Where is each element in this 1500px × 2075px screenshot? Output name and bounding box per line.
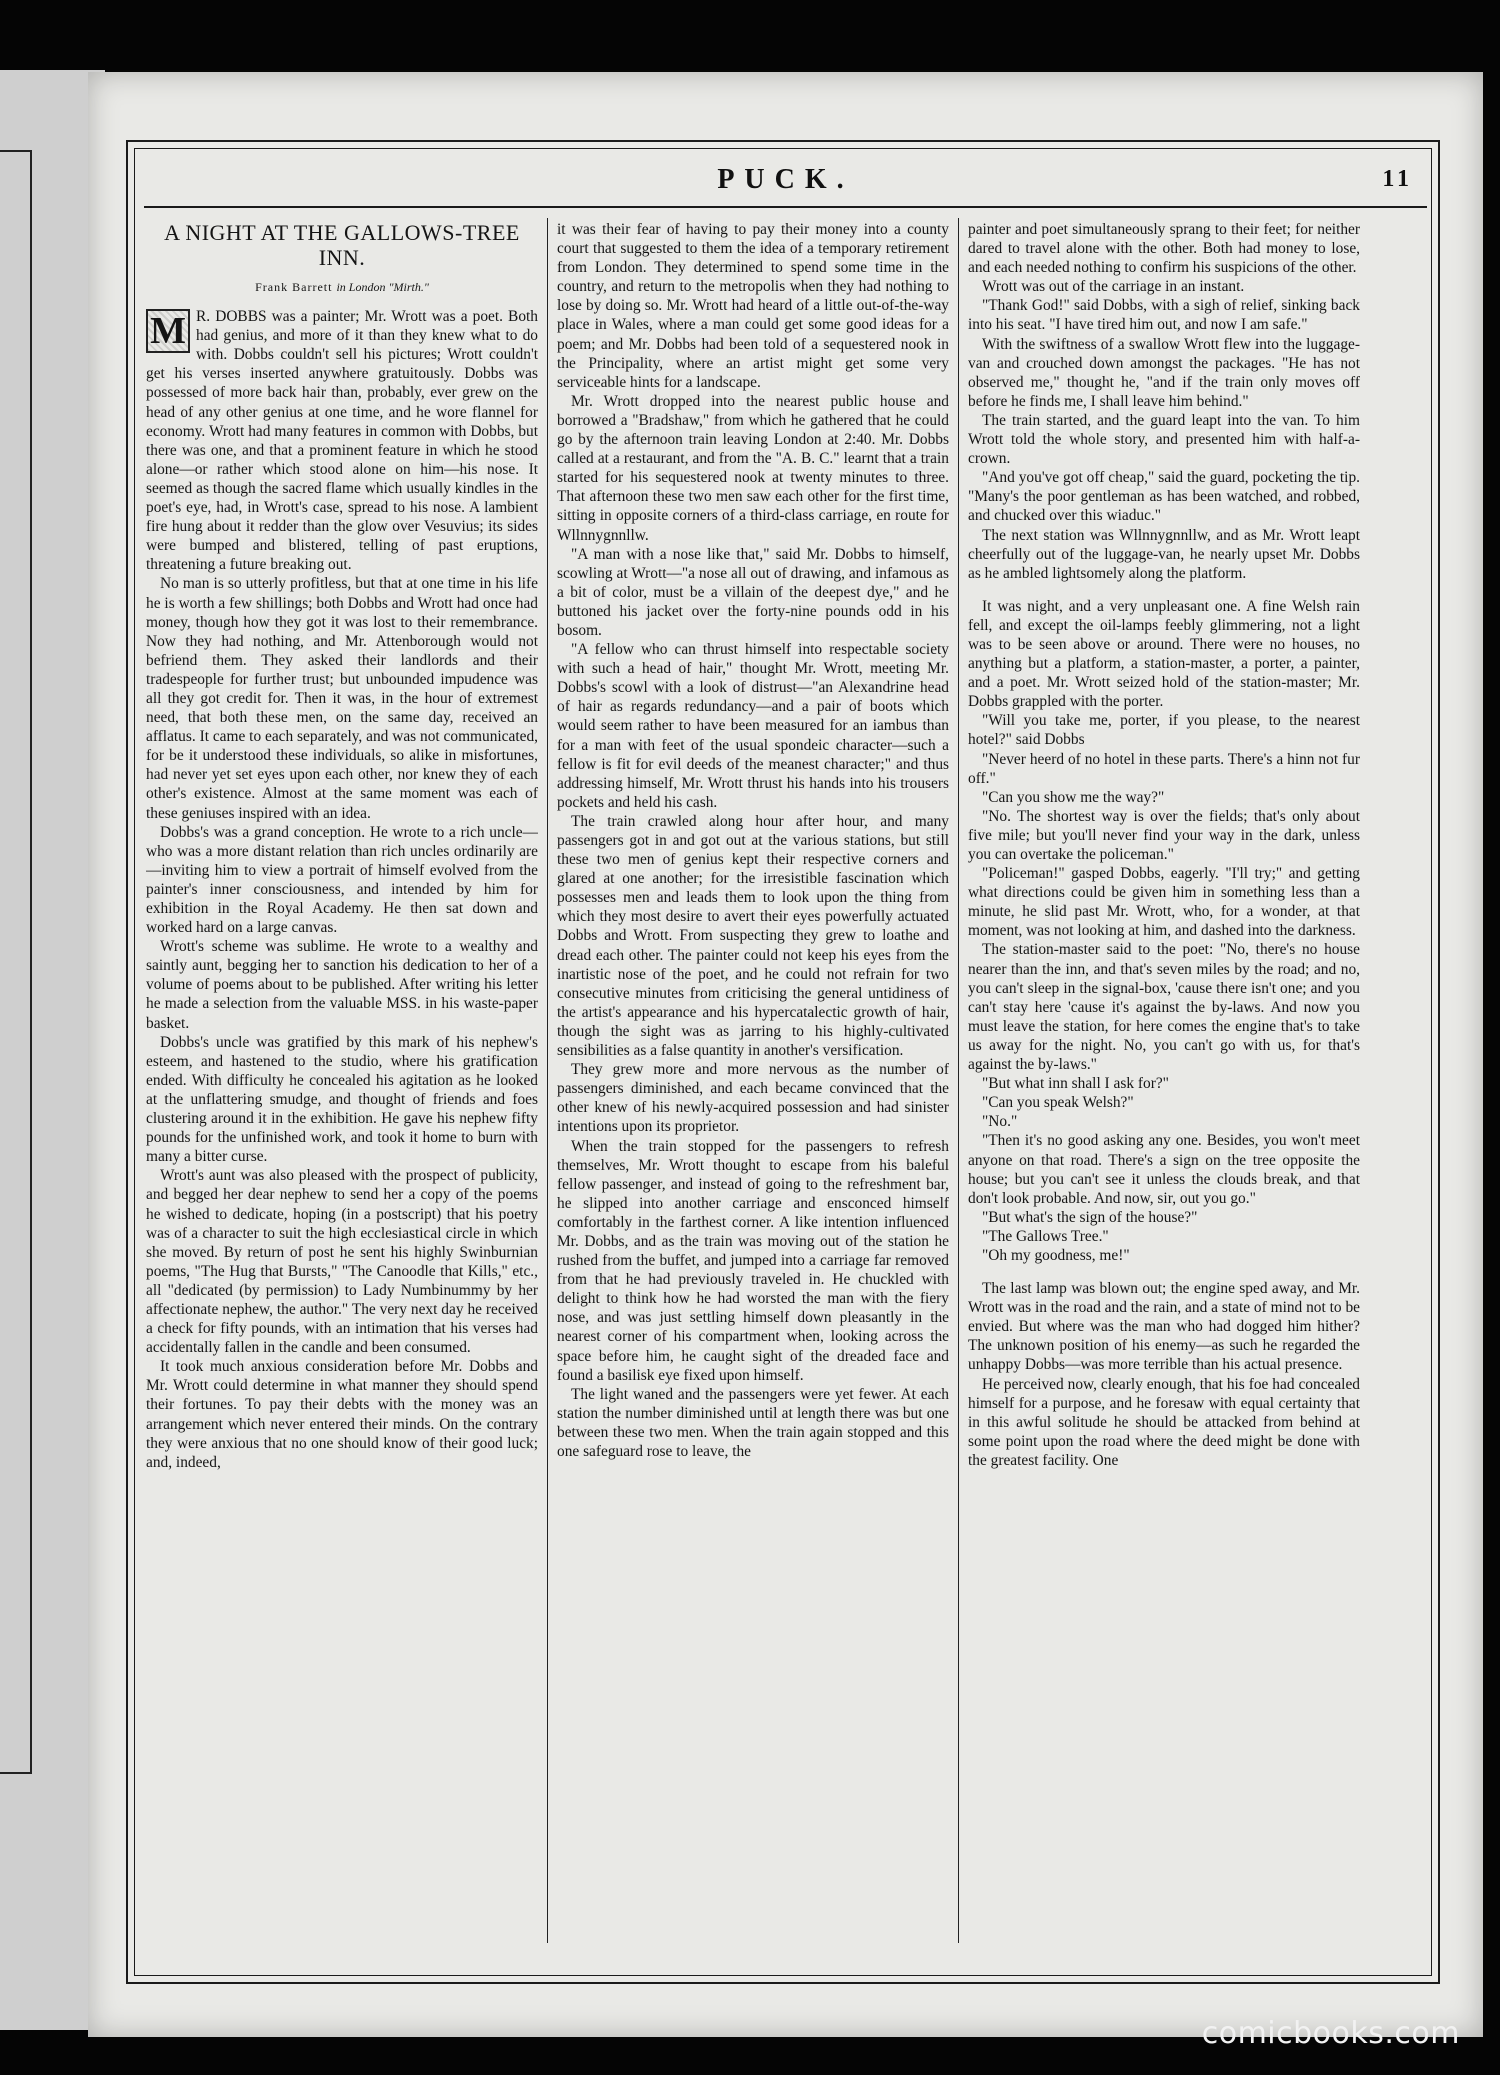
paragraph: "And you've got off cheap," said the guard, pocketing the tip. "Many's the poor gentleman as has been watched, and robbed, and chucked over this wiaduc." [968, 469, 1360, 525]
paragraph: "Then it's no good asking any one. Besides, you won't meet anyone on that road. There's a sign on the tree opposite the house; but you can't see it unless the clouds break, and that don't look probable. And now, sir, out you go." [968, 1132, 1360, 1207]
paragraph: it was their fear of having to pay their money into a county court that suggested to them the idea of a temporary retirement from London. They determined to spend some time in the country, and return to the metropolis when they had nothing to lose by doing so. Mr. Wrott had heard of a little out-of-the-way place in Wales, where a man could get some good ideas for a poem; and Mr. Dobbs had been told of a sequestered nook in the Principality, where an artist might get some very serviceable hints for a landscape. [557, 221, 949, 391]
paragraph: "Policeman!" gasped Dobbs, eagerly. "I'll try;" and getting what directions could be given him in something less than a minute, he slid past Mr. Wrott, who, for a wonder, at that moment, was not looking at him, and dashed into the darkness. [968, 865, 1360, 940]
story-title: A NIGHT AT THE GALLOWS-TREE INN. [164, 220, 520, 270]
paragraph: It took much anxious consideration before Mr. Dobbs and Mr. Wrott could determine in what manner they should spend their fortunes. To pay their debts with the money was an arrangement which never entered their minds. On the contrary they were anxious that no one should know of their good luck; and, indeed, [146, 1358, 538, 1471]
paragraph: "But what inn shall I ask for?" [982, 1075, 1169, 1093]
paragraph: "No." [982, 1113, 1018, 1131]
paragraph: He perceived now, clearly enough, that his foe had concealed himself for a purpose, and he foresaw with equal certainty that in this awful solitude he should be attacked from behind at some point upon the road where the deed might be done with the greatest facility. One [968, 1375, 1360, 1469]
paragraph: Dobbs's uncle was gratified by this mark of his nephew's esteem, and hastened to the studio, where his gratification ended. With difficulty he concealed his agitation as he looked at the unflattering smudge, and thought of friends and foes clustering around it in the exhibition. He gave his nephew fifty pounds for the unfinished work, and took it home to burn with many a bitter curse. [146, 1033, 538, 1166]
paragraph: They grew more and more nervous as the number of passengers diminished, and each became convinced that the other knew of his newly-acquired possession and had sinister intentions upon its proprietor. [557, 1061, 949, 1136]
paragraph: "Can you speak Welsh?" [982, 1094, 1134, 1112]
paragraph: "No. The shortest way is over the fields; that's only about five mile; but you'll never find your way in the dark, unless you can overtake the policeman." [968, 807, 1360, 863]
paragraph: "A man with a nose like that," said Mr. Dobbs to himself, scowling at Wrott—"a nose all out of drawing, and infamous as a bit of color, must be a villain of the deepest dye," and he buttoned his jacket over the forty-nine pounds odd in his bosom. [557, 545, 949, 639]
paragraph: When the train stopped for the passengers to refresh themselves, Mr. Wrott thought to escape from his baleful fellow passenger, and instead of going to the refreshment bar, he slipped into another carriage and ensconced himself comfortably in the farthest corner. A like intention influenced Mr. Dobbs, and as the train was moving out of the station he rushed from the buffet, and jumped into a carriage far removed from that he had previously traveled in. He chuckled with delight to think how he had worsted the man with the fiery nose, and was just settling himself down pleasantly in the nearest corner of his compartment when, looking across the space before him, he caught sight of the dreaded face and found a basilisk eye fixed upon himself. [557, 1137, 949, 1384]
paragraph: "Oh my goodness, me!" [982, 1246, 1130, 1264]
paragraph: No man is so utterly profitless, but that at one time in his life he is worth a few shillings; both Dobbs and Wrott had once had money, though how they got it was lost to their remembrance. Now they had nothing, and Mr. Attenborough would not befriend them. They asked their landlords and their tradespeople for further trust; but unbounded impudence was all they got credit for. Then it was, in the hour of extremest need, that both these men, on the same day, received an afflatus. It came to each separately, and was not communicated, for be it understood these individuals, so alike in misfortunes, had never yet set eyes upon each other, nor knew they of each other's existence. Almost at the same moment was each of these geniuses inspired with an idea. [146, 575, 538, 822]
magazine-page [88, 72, 1483, 2037]
paragraph: The station-master said to the poet: "No, there's no house nearer than the inn, and that's seven miles by the road; and no, you can't sleep in the signal-box, 'cause there isn't one; and you can't stay here 'cause it's against the by-laws. And now you must leave the station, for here comes the engine that's to take us away for the night. No, you can't go with us, for that's against the by-laws." [968, 941, 1360, 1074]
column-divider-1 [547, 218, 548, 1943]
paragraph: Wrott's aunt was also pleased with the prospect of publicity, and begged her dear nephew to send her a copy of the poems he wished to dedicate, hoping (in a postscript) that his poetry was of a character to suit the high ecclesiastical circle in which she moved. By return of post he sent his highly Swinburnian poems, "The Hug that Bursts," "The Canoodle that Kills," etc., all "dedicated (by permission) to Lady Numbinummy by her affectionate nephew, the author." The very next day he received a check for fifty pounds, with an intimation that his verses had accidentally fallen in the candle and been consumed. [146, 1167, 538, 1357]
paragraph: "Thank God!" said Dobbs, with a sigh of relief, sinking back into his seat. "I have tired him out, and now I am safe." [968, 297, 1360, 334]
paragraph: "The Gallows Tree." [982, 1227, 1109, 1245]
previous-page-border [0, 150, 32, 1774]
paragraph: The next station was Wllnnygnnllw, and as Mr. Wrott leapt cheerfully out of the luggage-van, he nearly upset Mr. Dobbs as he ambled lightsomely along the platform. [968, 526, 1360, 582]
paragraph: "A fellow who can thrust himself into respectable society with such a head of hair," thought Mr. Wrott, meeting Mr. Dobbs's scowl with a look of distrust—"an Alexandrine head of hair as regards redundancy—and a pair of boots which would seem rather to have been measured for an iambus than for a man with feet of the usual spondeic character—such a fellow is fit for evil deeds of the meanest character;" and thus addressing himself, Mr. Wrott thrust his hands into his trousers pockets and held his cash. [557, 641, 949, 811]
paragraph: Mr. Wrott dropped into the nearest public house and borrowed a "Bradshaw," from which he gathered that he could go by the afternoon train leaving London at 2:40. Mr. Dobbs called at a restaurant, and from the "A. B. C." learnt that a train started for his sequestered nook at twenty minutes to three. That afternoon these two men saw each other for the first time, sitting in opposite corners of a third-class carriage, en route for Wllnnygnnllw. [557, 392, 949, 544]
paragraph: Dobbs's was a grand conception. He wrote to a rich uncle—who was a more distant relation than rich uncles ordinarily are—inviting him to view a portrait of himself evolved from the painter's inner consciousness, and intended by him for exhibition in the Royal Academy. He then sat down and worked hard on a large canvas. [146, 823, 538, 937]
dropcap-letter: M [146, 309, 190, 353]
paragraph: "Will you take me, porter, if you please, to the nearest hotel?" said Dobbs [968, 712, 1360, 749]
byline-source: in London "Mirth." [336, 280, 429, 294]
paragraph: "Never heerd of no hotel in these parts. There's a hinn not fur off." [968, 750, 1360, 787]
header-rule [144, 206, 1427, 208]
site-watermark: comicbooks.com [1201, 2016, 1460, 2051]
article-column-3 [968, 220, 1360, 1940]
column-divider-2 [958, 218, 959, 1943]
paragraph: "Can you show me the way?" [982, 788, 1165, 806]
paragraph: Wrott was out of the carriage in an instant. [982, 278, 1245, 296]
paragraph: painter and poet simultaneously sprang to their feet; for neither dared to travel alone with the other. Both had money to lose, and each needed nothing to confirm his suspicions of the other. [968, 221, 1360, 277]
paragraph: R. DOBBS was a painter; Mr. Wrott was a poet. Both had genius, and more of it than they knew what to do with. Dobbs couldn't sell his pictures; Wrott couldn't get his verses inserted anywhere gratuitously. Dobbs was possessed of more back hair than, probably, ever grew on the head of any other genius at one time, and he wore flannel for economy. Wrott had many features in common with Dobbs, but there was one, and that a prominent feature in which he stood alone—or rather which stood alone on him—his nose. It seemed as though the sacred flame which usually kindles in the poet's eye, had, in Wrott's case, spread to his nose. A lambient fire hung about it redder than the glow over Vesuvius; its sides were bumped and blistered, telling of past eruptions, threatening a future breaking out. [146, 308, 538, 574]
masthead-title: PUCK. [717, 164, 854, 195]
page-number: 11 [1382, 166, 1413, 192]
article-column-1 [146, 220, 538, 1940]
paragraph: The train crawled along hour after hour, and many passengers got in and got out at the various stations, but still these two men of genius kept their respective corners and glared at one another; for the irresistible fascination which possesses men and leads them to look upon the thing from which they most desire to avert their eyes powerfully actuated Dobbs and Wrott. From suspecting they grew to loathe and dread each other. The painter could not keep his eyes from the inartistic nose of the poet, and he could not refrain for two consecutive minutes from criticising the general untidiness of the artist's appearance and his hypercatalectic growth of hair, though the sight was as jarring to his highly-cultivated sensibilities as a false quantity in another's versification. [557, 812, 949, 1060]
paragraph: The light waned and the passengers were yet fewer. At each station the number diminished until at length there was but one between these two men. When the train again stopped and this one safeguard rose to leave, the [557, 1385, 949, 1460]
paragraph: The train started, and the guard leapt into the van. To him Wrott told the whole story, and presented him with half-a-crown. [968, 411, 1360, 468]
paragraph: It was night, and a very unpleasant one. A fine Welsh rain fell, and except the oil-lamps feebly glimmering, not a light was to be seen above or around. There were no houses, no anything but a platform, a station-master, a porter, a painter, and a poet. Mr. Wrott seized hold of the station-master; Mr. Dobbs grappled with the porter. [968, 597, 1360, 711]
paragraph: Wrott's scheme was sublime. He wrote to a wealthy and saintly aunt, begging her to sanction his dedication to her of a volume of poems about to be published. After writing his letter he made a selection from the valuable MSS. in his waste-paper basket. [146, 938, 538, 1032]
byline-author: Frank Barrett [255, 280, 333, 294]
paragraph: The last lamp was blown out; the engine sped away, and Mr. Wrott was in the road and the rain, and a state of mind not to be envied. But where was the man who had dogged him hither? The unknown position of his enemy—as such he regarded the unhappy Dobbs—was more terrible than his actual presence. [968, 1280, 1360, 1374]
article-column-2 [557, 220, 949, 1940]
paragraph: With the swiftness of a swallow Wrott flew into the luggage-van and crouched down amongst the packages. "He has not observed me," thought he, "and if the train only moves off before he finds me, I shall leave him behind." [968, 335, 1360, 410]
paragraph: "But what's the sign of the house?" [982, 1208, 1198, 1226]
story-byline [146, 278, 538, 297]
